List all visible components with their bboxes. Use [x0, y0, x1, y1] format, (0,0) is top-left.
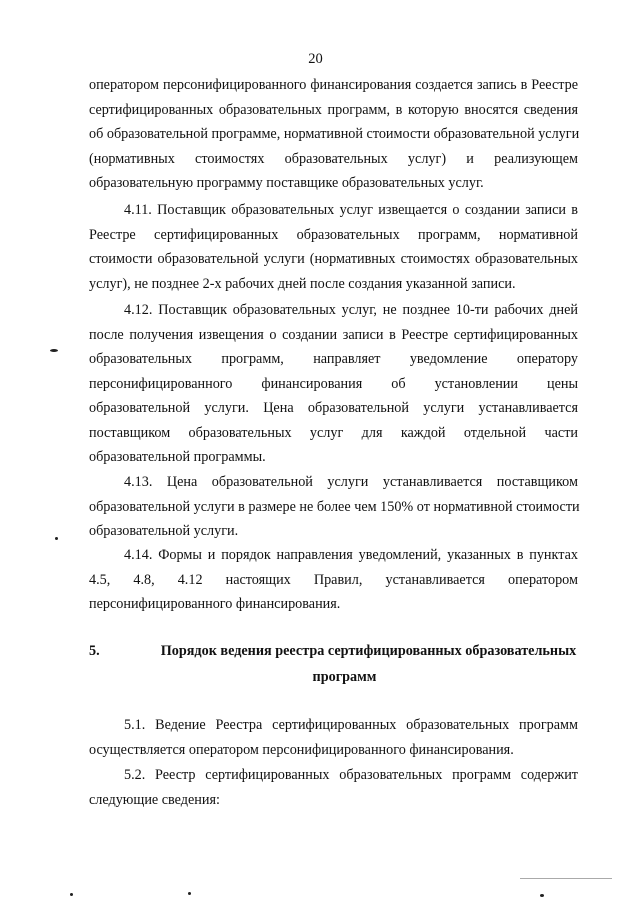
- text-line: сертифицированных образовательных программ, в которую вносятся сведения: [89, 101, 578, 118]
- text-line: 4.14. Формы и порядок направления уведомлений, указанных в пунктах: [124, 547, 578, 563]
- scan-speck: [540, 894, 544, 897]
- section-title-line-1: Порядок ведения реестра сертифицированных образовательных: [160, 643, 577, 659]
- text-line: поставщиком образовательных услуг для каждой отдельной части: [89, 424, 578, 441]
- section-5-heading: [89, 638, 578, 690]
- section-title-line-2: программ: [312, 669, 377, 685]
- text-line: 4.12. Поставщик образовательных услуг, не позднее 10-ти рабочих дней: [124, 302, 578, 318]
- section-number: 5.: [89, 643, 100, 659]
- text-line: образовательной программы.: [89, 449, 266, 465]
- footer-rule: [520, 878, 612, 879]
- text-line: услуг), не позднее 2-х рабочих дней после создания указанной записи.: [89, 275, 516, 292]
- page-number: 20: [308, 51, 323, 67]
- text-line: (нормативных стоимостях образовательных услуг) и реализующем: [89, 150, 578, 167]
- text-line: оператором персонифицированного финансирования создается запись в Реестре: [89, 77, 578, 93]
- text-line: стоимости образовательной услуги (нормативных стоимостях образовательных: [89, 251, 578, 267]
- scan-speck: [188, 892, 191, 895]
- text-line: образовательную программу поставщике образовательных услуг.: [89, 175, 484, 191]
- text-line: об образовательной программе, нормативной стоимости образовательной услуги: [89, 126, 580, 142]
- paragraph-4-12: [89, 298, 578, 470]
- scan-speck: [70, 893, 73, 896]
- paragraph-5-1: [89, 713, 578, 762]
- text-line: образовательной услуги в размере не более чем 150% от нормативной стоимости: [89, 498, 580, 515]
- text-line: 5.2. Реестр сертифицированных образовательных программ содержит: [124, 767, 578, 783]
- paragraph-4-11: [89, 198, 578, 296]
- text-line: 5.1. Ведение Реестра сертифицированных образовательных программ: [124, 717, 578, 733]
- paragraph-5-2: [89, 763, 578, 812]
- scan-speck: [50, 349, 58, 352]
- text-line: следующие сведения:: [89, 791, 220, 808]
- paragraph-4-13: [89, 470, 578, 544]
- text-line: после получения извещения о создании записи в Реестре сертифицированных: [89, 326, 578, 343]
- text-line: образовательных программ, направляет уведомление оператору: [89, 351, 578, 367]
- text-line: осуществляется оператором персонифицированного финансирования.: [89, 741, 514, 758]
- text-line: персонифицированного финансирования.: [89, 596, 341, 612]
- text-line: Реестре сертифицированных образовательных программ, нормативной: [89, 226, 578, 243]
- paragraph-4-14: [89, 543, 578, 617]
- text-line: 4.5, 4.8, 4.12 настоящих Правил, устанавливается оператором: [89, 571, 578, 588]
- text-line: 4.13. Цена образовательной услуги устанавливается поставщиком: [124, 474, 578, 490]
- text-line: 4.11. Поставщик образовательных услуг извещается о создании записи в: [124, 202, 578, 218]
- paragraph-intro: [89, 73, 578, 196]
- text-line: персонифицированного финансирования об установлении цены: [89, 375, 578, 392]
- scan-speck: [55, 537, 58, 540]
- text-line: образовательной услуги. Цена образовательной услуги устанавливается: [89, 400, 578, 416]
- text-line: образовательной услуги.: [89, 523, 239, 539]
